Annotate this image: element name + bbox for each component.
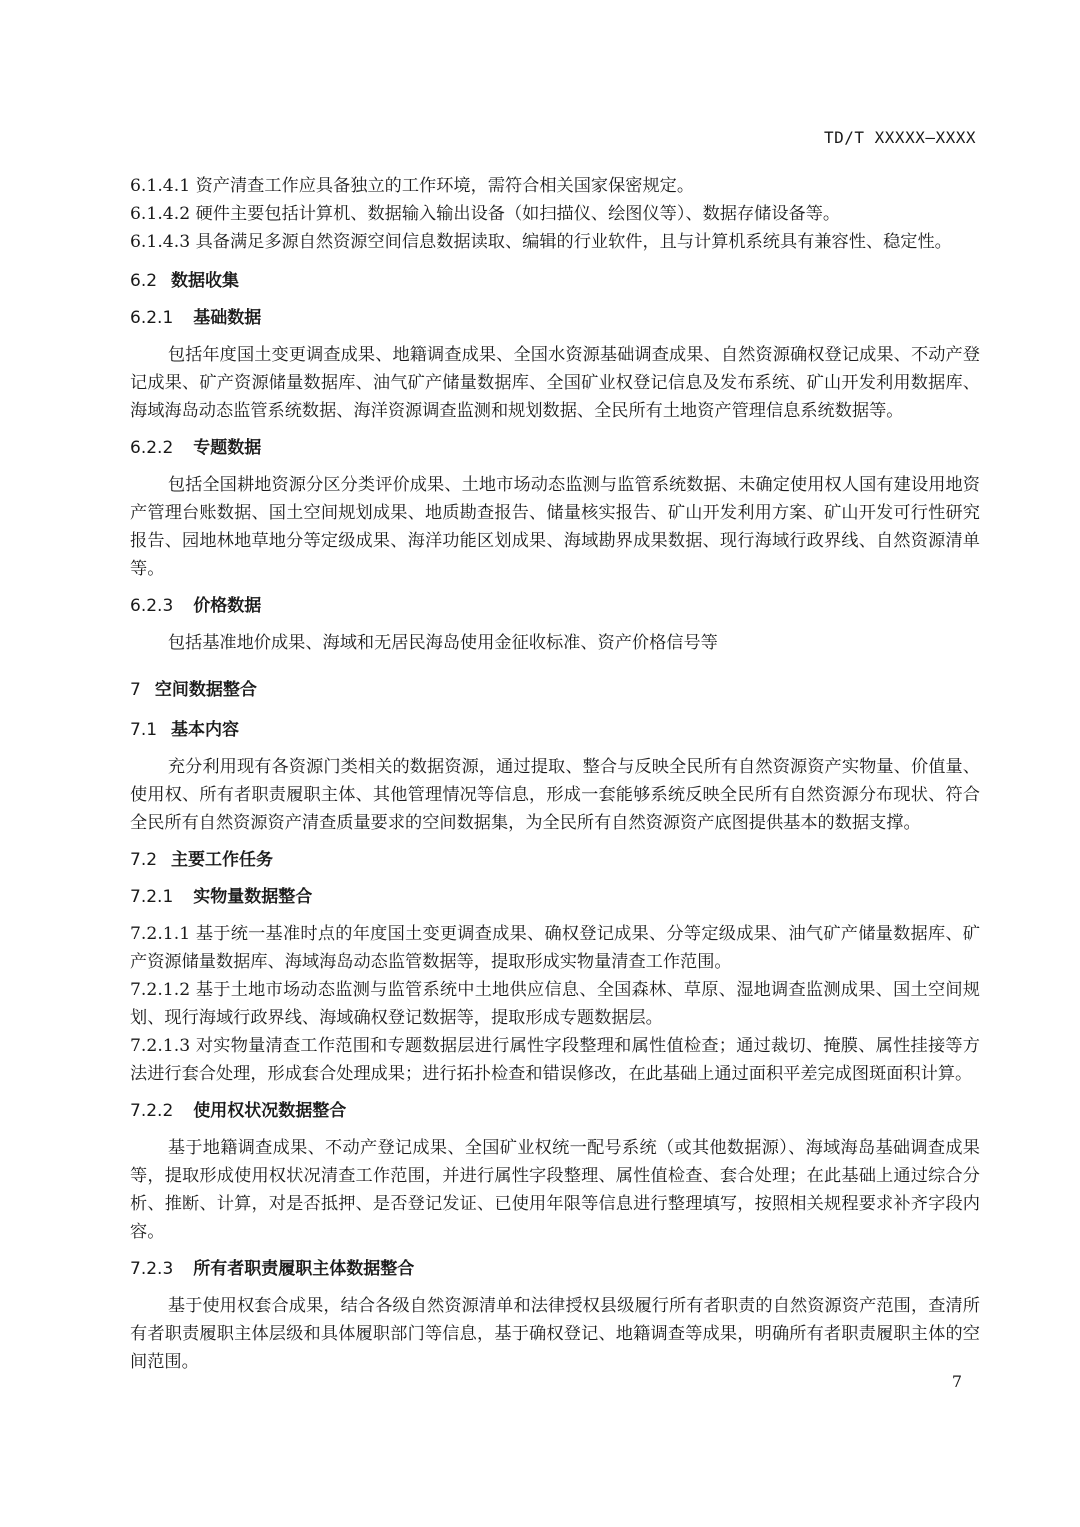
clause-6-1-4-2: 6.1.4.2 硬件主要包括计算机、数据输入输出设备（如扫描仪、绘图仪等）、数据存储设备等。: [130, 204, 841, 224]
heading-6-2-3: 6.2.3 价格数据: [130, 596, 262, 616]
clause-7-2-1-3: 7.2.1.3 对实物量清查工作范围和专题数据层进行属性字段整理和属性值检查；通过裁切、掩膜、属性挂接等方法进行套合处理，形成套合处理成果；进行拓扑检查和错误修改，在此基础上通过面积平差完成图斑面积计算。: [130, 1036, 980, 1084]
paragraph-6-2-1: 包括年度国土变更调查成果、地籍调查成果、全国水资源基础调查成果、自然资源确权登记成果、不动产登记成果、矿产资源储量数据库、油气矿产储量数据库、全国矿业权登记信息及发布系统、矿山开发利用数据库、海域海岛动态监管系统数据、海洋资源调查监测和规划数据、全民所有土地资产管理信息系统数据等。: [130, 345, 980, 421]
heading-6-2-2: 6.2.2 专题数据: [130, 438, 262, 458]
clause-6-1-4-3: 6.1.4.3 具备满足多源自然资源空间信息数据读取、编辑的行业软件，且与计算机系统具有兼容性、稳定性。: [130, 232, 952, 252]
page-number: 7: [951, 1372, 962, 1391]
heading-6-2: 6.2 数据收集: [130, 271, 240, 291]
clause-7-2-1-2: 7.2.1.2 基于土地市场动态监测与监管系统中土地供应信息、全国森林、草原、湿地调查监测成果、国土空间规划、现行海域行政界线、海域确权登记数据等，提取形成专题数据层。: [130, 980, 980, 1028]
heading-7-2-1: 7.2.1 实物量数据整合: [130, 887, 313, 907]
heading-7-2-3: 7.2.3 所有者职责履职主体数据整合: [130, 1259, 415, 1279]
heading-7-2-2: 7.2.2 使用权状况数据整合: [130, 1101, 347, 1121]
heading-6-2-1: 6.2.1 基础数据: [130, 308, 262, 328]
paragraph-7-1: 充分利用现有各资源门类相关的数据资源，通过提取、整合与反映全民所有自然资源资产实物量、价值量、使用权、所有者职责履职主体、其他管理情况等信息，形成一套能够系统反映全民所有自然资源分布现状、符合全民所有自然资源资产清查质量要求的空间数据集，为全民所有自然资源资产底图提供基本的数据支撑。: [130, 757, 980, 833]
standard-code: TD/T XXXXX—XXXX: [824, 128, 976, 147]
paragraph-6-2-2: 包括全国耕地资源分区分类评价成果、土地市场动态监测与监管系统数据、未确定使用权人国有建设用地资产管理台账数据、国土空间规划成果、地质勘查报告、储量核实报告、矿山开发利用方案、矿山开发可行性研究报告、园地林地草地分等定级成果、海洋功能区划成果、海域勘界成果数据、现行海域行政界线、自然资源清单等。: [130, 475, 980, 579]
heading-7-1: 7.1 基本内容: [130, 720, 240, 740]
paragraph-7-2-2: 基于地籍调查成果、不动产登记成果、全国矿业权统一配号系统（或其他数据源）、海域海岛基础调查成果等，提取形成使用权状况清查工作范围，并进行属性字段整理、属性值检查、套合处理；在此基础上通过综合分析、推断、计算，对是否抵押、是否登记发证、已使用年限等信息进行整理填写，按照相关规程要求补齐字段内容。: [130, 1138, 980, 1242]
heading-7-2: 7.2 主要工作任务: [130, 850, 274, 870]
heading-7: 7 空间数据整合: [130, 680, 257, 700]
document-body: [130, 172, 980, 1376]
paragraph-6-2-3: 包括基准地价成果、海域和无居民海岛使用金征收标准、资产价格信号等: [167, 633, 718, 653]
paragraph-7-2-3: 基于使用权套合成果，结合各级自然资源清单和法律授权县级履行所有者职责的自然资源资产范围，查清所有者职责履职主体层级和具体履职部门等信息，基于确权登记、地籍调查等成果，明确所有者职责履职主体的空间范围。: [130, 1296, 980, 1372]
clause-7-2-1-1: 7.2.1.1 基于统一基准时点的年度国土变更调查成果、确权登记成果、分等定级成果、油气矿产储量数据库、矿产资源储量数据库、海域海岛动态监管数据等，提取形成实物量清查工作范围。: [130, 924, 980, 972]
clause-6-1-4-1: 6.1.4.1 资产清查工作应具备独立的工作环境，需符合相关国家保密规定。: [130, 176, 695, 196]
